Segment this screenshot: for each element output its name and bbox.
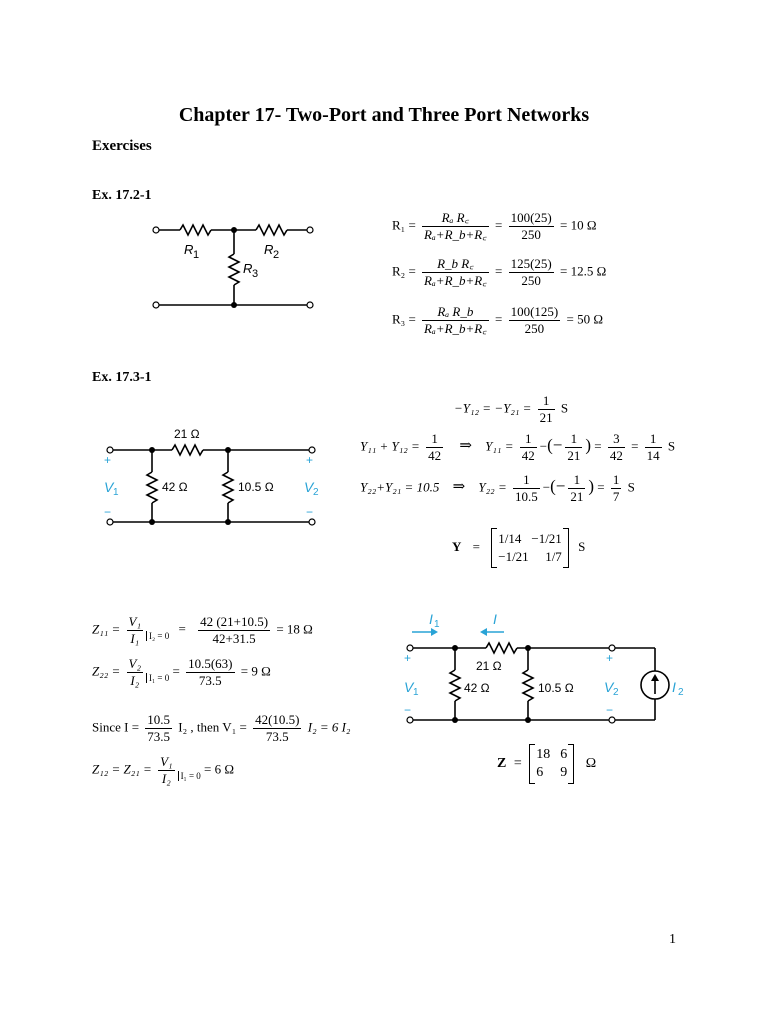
v2-label: V [304,479,314,495]
i1-label: I [429,611,433,627]
v2-sub-2: 2 [613,687,619,698]
exercise-heading-1: Ex. 17.2-1 [92,188,152,203]
eq-y22: Y₂₂+Y₂₁ = 10.5 ⇒ Y₂₂ = $\frac{1}{10.5}$ −(− $\frac{1}{21}$ ) = $\frac{1}{7}$ S [360,472,635,504]
res-21-label: 21 Ω [174,427,200,441]
plus-left-2: + [404,651,412,665]
section-heading: Exercises [92,138,152,154]
v1-sub: 1 [113,487,119,498]
t-network-circuit [148,214,323,314]
v1-label: V [104,479,114,495]
r1-sub: 1 [193,249,200,261]
eq-r2: R₂ = $\frac{\text{R\_b R꜀}}{\text{Rₐ+R\_b+R꜀}}$ = $\frac{125(25)}{250}$ = 12.5 Ω [392,256,607,288]
r1-label: R [184,242,194,257]
v2-label-2: V [604,679,614,695]
plus-left: + [104,453,112,467]
eq-y12: −Y₁₂ = −Y₂₁ = $\frac{1}{21}$ S [454,393,569,425]
eq-r3: R₃ = $\frac{\text{Rₐ R\_b}}{\text{Rₐ+R\_b+R꜀}}$ = $\frac{100(125)}{250}$ = 50 Ω [392,304,603,336]
eq-since: Since I = $\frac{10.5}{73.5}$ I₂ , then V₁ = $\frac{42(10.5)}{73.5}$ I₂ = 6 I₂ [92,712,351,744]
minus-right-2: − [606,703,614,717]
y-matrix-bracket: 1/14 −1/21 −1/21 1/7 [491,528,569,568]
eq-z12: Z₁₂ = Z₂₁ = $\frac{\text{V₁}}{\text{I₂}}$ $_{I_1 = 0}$ = 6 Ω [92,754,235,786]
page-title: Chapter 17- Two-Port and Three Port Networks [178,104,590,126]
v2-sub: 2 [313,487,319,498]
eq-z22: Z₂₂ = $\frac{\text{V₂}}{\text{I₂}}$ $_{I_1 = 0}$ = $\frac{10.5(63)}{73.5}$ = 9 Ω [92,656,271,688]
exercise-heading-2: Ex. 17.3-1 [92,370,152,385]
minus-left-2: − [404,703,412,717]
plus-right: + [306,453,314,467]
y-matrix: Y = 1/14 −1/21 −1/21 1/7 S [452,528,585,568]
res-10-5-label-2: 10.5 Ω [538,681,574,695]
r3-sub: 3 [252,268,259,280]
i2-sub: 2 [678,687,684,698]
res-10-5-label: 10.5 Ω [238,480,274,494]
eq-r1: R₁ = $\frac{\text{Rₐ R꜀}}{\text{Rₐ+R\_b+R꜀}}$ = $\frac{100(25)}{250}$ = 10 Ω [392,210,597,242]
i2-label: I [672,679,676,695]
v1-sub-2: 1 [413,687,419,698]
minus-right: − [306,505,314,519]
res-21-label-2: 21 Ω [476,659,502,673]
i-label: I [493,611,497,627]
i1-sub: 1 [434,619,440,630]
r3-label: R [243,261,253,276]
plus-right-2: + [606,651,614,665]
pi-network-circuit [100,424,325,536]
res-42-label-2: 42 Ω [464,681,490,695]
eq-y11: Y₁₁ + Y₁₂ = $\frac{1}{42}$ ⇒ Y₁₁ = $\frac{1}{42}$ −(− $\frac{1}{21}$ ) = $\frac{3}{42}$ = $\frac{1}{14}$ S [360,431,676,463]
z-matrix-bracket: 18 6 6 9 [529,744,574,784]
v1-label-2: V [404,679,414,695]
res-42-label: 42 Ω [162,480,188,494]
eq-z11: Z₁₁ = $\frac{\text{V₁}}{\text{I₁}}$ $_{I_2 = 0}$ = $\frac{42 (21+10.5)}{42+31.5}$ = 18 Ω [92,614,313,646]
r2-label: R [264,242,274,257]
z-matrix: Z = 18 6 6 9 Ω [497,744,596,784]
pi-network-current-source-circuit [400,608,685,726]
page-number: 1 [669,932,676,947]
minus-left: − [104,505,112,519]
r2-sub: 2 [273,249,280,261]
